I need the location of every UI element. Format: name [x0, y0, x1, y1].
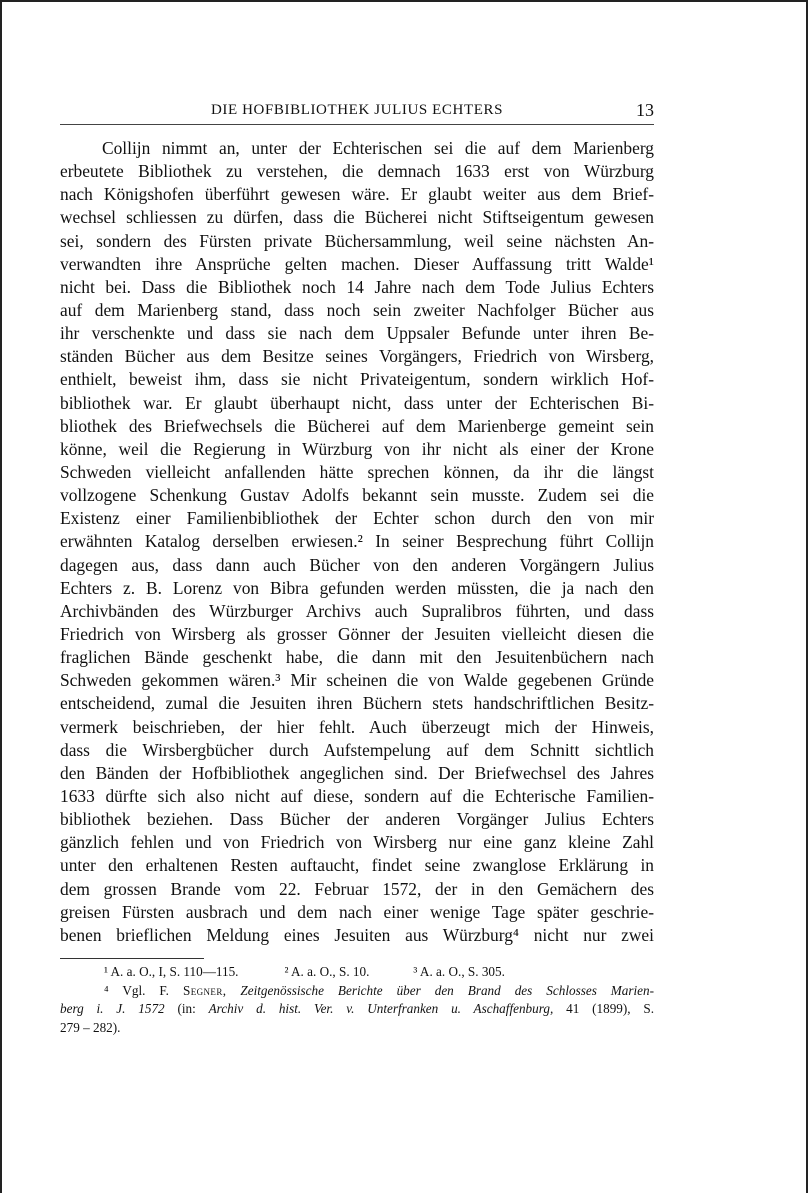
header-rule: [60, 124, 654, 125]
footnote-4-line-1: [60, 982, 654, 1001]
footnote-4-prefix: ⁴ Vgl. F.: [104, 982, 169, 998]
page-header: [60, 100, 654, 124]
text-line: dem grossen Brande vom 22. Februar 1572, der in den Gemächern des: [60, 878, 654, 899]
text-line: Existenz einer Familienbibliothek der Echter schon durch den von mir: [60, 508, 654, 529]
text-line: ständen Bücher aus dem Besitze seines Vorgängers, Friedrich von Wirsberg,: [60, 346, 654, 367]
text-line: erbeutete Bibliothek zu verstehen, die demnach 1633 erst von Würzburg: [60, 161, 654, 182]
text-line: Archivbänden des Würzburger Archivs auch Supralibros führten, und dass: [60, 600, 654, 621]
text-line: verwandten ihre Ansprüche gelten machen. Dieser Auffassung tritt Walde¹: [60, 253, 654, 274]
text-line: nicht bei. Dass die Bibliothek noch 14 Jahre nach dem Tode Julius Echters: [60, 276, 654, 297]
footnote-4-line-3: [60, 1019, 654, 1038]
main-text: [60, 137, 654, 947]
text-line: unter den erhaltenen Resten auftaucht, findet seine zwanglose Erklärung in: [60, 855, 654, 876]
text-line: den Bänden der Hofbibliothek angeglichen sind. Der Briefwechsel des Jahres: [60, 762, 654, 783]
text-line: könne, weil die Regierung in Würzburg von ihr nicht als einer der Krone: [60, 438, 654, 459]
text-line: Schweden gekommen wären.³ Mir scheinen die von Walde gegebenen Gründe: [60, 670, 654, 691]
footnote-4-volume: 41 (1899), S.: [566, 1001, 655, 1016]
text-line: gänzlich fehlen und von Friedrich von Wirsberg nur eine ganz kleine Zahl: [60, 832, 654, 853]
text-line: sei, sondern des Fürsten private Büchersammlung, weil seine nächsten An-: [60, 230, 654, 251]
footnote-4-pages: 279 – 282).: [60, 1019, 121, 1035]
text-line: enthielt, beweist ihm, dass sie nicht Privateigentum, sondern wirklich Hof-: [60, 369, 654, 390]
footnotes: [60, 963, 654, 1037]
footnote-3: ³ A. a. O., S. 305.: [413, 964, 505, 979]
footnote-rule: [60, 958, 204, 959]
footnote-4-title: Zeitgenössische Berichte über den Brand des Schlosses Marien-: [240, 982, 655, 998]
text-line: bibliothek beziehen. Dass Bücher der anderen Vorgänger Julius Echters: [60, 809, 654, 830]
scan-border-left: [0, 0, 2, 1193]
text-line: dagegen aus, dass dann auch Bücher von den anderen Vorgängern Julius: [60, 554, 654, 575]
text-line: auf dem Marienberg stand, dass noch sein zweiter Nachfolger Bücher aus: [60, 299, 654, 320]
text-line: Echters z. B. Lorenz von Bibra gefunden werden müssten, die ja nach den: [60, 577, 654, 598]
footnote-2: ² A. a. O., S. 10.: [284, 964, 370, 979]
footnote-4-journal: Archiv d. hist. Ver. v. Unterfranken u. Aschaffenburg,: [208, 1001, 554, 1016]
text-line: wechsel schliessen zu dürfen, dass die Bücherei nicht Stiftseigentum gewesen: [60, 207, 654, 228]
text-line: entscheidend, zumal die Jesuiten ihren Büchern stets handschriftlichen Besitz-: [60, 693, 654, 714]
text-line: bliothek des Briefwechsels die Bücherei auf dem Marienberge gemeint sein: [60, 415, 654, 436]
text-line: 1633 dürfte sich also nicht auf diese, sondern auf die Echterische Familien-: [60, 785, 654, 806]
text-line: vollzogene Schenkung Gustav Adolfs bekannt sein musste. Zudem sei die: [60, 485, 654, 506]
footnote-1: ¹ A. a. O., I, S. 110—115.: [104, 964, 239, 979]
text-line: vermerk beischrieben, der hier fehlt. Auch überzeugt mich der Hinweis,: [60, 716, 654, 737]
text-line: dass die Wirsbergbücher durch Aufstempelung auf dem Schnitt sichtlich: [60, 739, 654, 760]
page-number: 13: [636, 100, 654, 120]
text-line: Friedrich von Wirsberg als grosser Gönner der Jesuiten vielleicht diesen die: [60, 623, 654, 644]
footnote-4-line-2: [60, 1000, 654, 1019]
footnote-4-title-end: berg i. J. 1572: [60, 1001, 165, 1016]
text-line: bibliothek war. Er glaubt überhaupt nicht, dass unter der Echterischen Bi-: [60, 392, 654, 413]
text-line: Schweden vielleicht anfallenden hätte sprechen können, da ihr die längst: [60, 461, 654, 482]
text-line: benen brieflichen Meldung eines Jesuiten aus Würzburg⁴ nicht nur zwei: [60, 924, 654, 945]
text-line: Collijn nimmt an, unter der Echterischen sei die auf dem Marienberg: [102, 138, 654, 158]
text-line: greisen Fürsten ausbrach und dem nach einer wenige Tage später geschrie-: [60, 901, 654, 922]
scan-border-top: [0, 0, 808, 2]
footnote-row: [60, 963, 654, 982]
footnote-4-in: (in:: [177, 1001, 196, 1016]
running-title: DIE HOFBIBLIOTHEK JULIUS ECHTERS: [210, 102, 504, 118]
text-line: ihr verschenkte und dass sie nach dem Uppsaler Befunde unter ihren Be-: [60, 323, 654, 344]
text-line: nach Königshofen überführt gewesen wäre. Er glaubt weiter aus dem Brief-: [60, 184, 654, 205]
text-line: fraglichen Bände geschenkt habe, die dann mit den Jesuitenbüchern nach: [60, 647, 654, 668]
footnote-4-author: Segner,: [182, 982, 227, 998]
text-line: erwähnten Katalog derselben erwiesen.² In seiner Besprechung führt Collijn: [60, 531, 654, 552]
